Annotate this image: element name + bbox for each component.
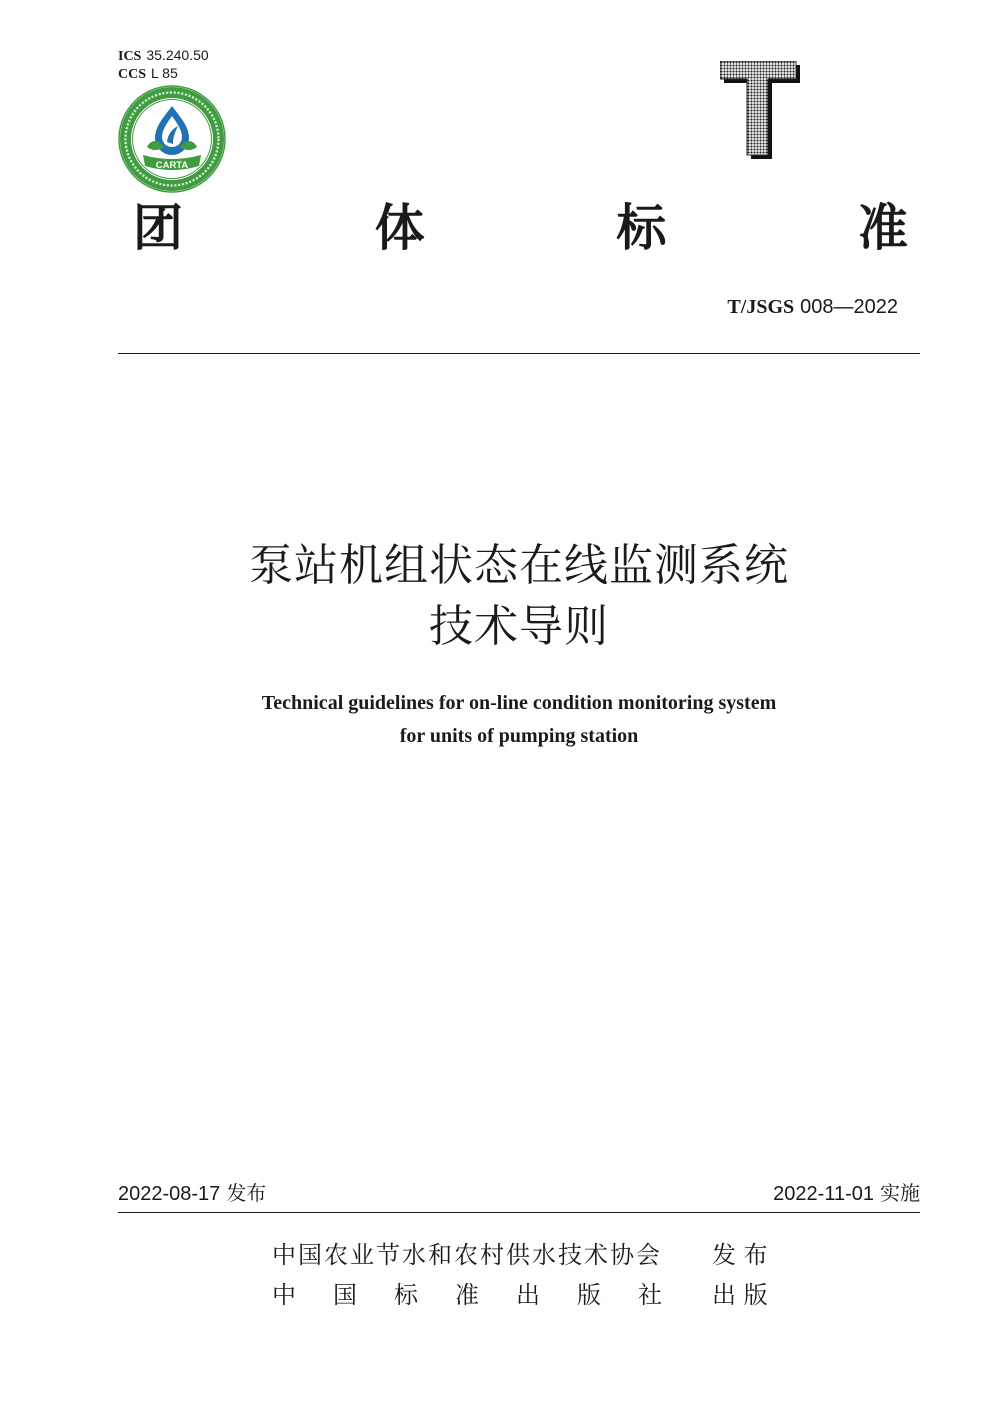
issue-date: 2022-08-17 bbox=[118, 1183, 221, 1205]
standard-number-value: 008—2022 bbox=[800, 296, 898, 318]
issue-date-line bbox=[118, 1182, 266, 1205]
ccs-code: L 85 bbox=[151, 65, 178, 81]
title-en-line-1: Technical guidelines for on-line condition monitoring system bbox=[261, 692, 777, 714]
publisher-association-name: 中国农业节水和农村供水技术协会 bbox=[272, 1241, 662, 1269]
ccs-label: CCS bbox=[118, 67, 147, 82]
ics-code: 35.240.50 bbox=[146, 47, 209, 63]
header-divider bbox=[118, 353, 920, 354]
ccs-code-line bbox=[118, 65, 178, 83]
title-zh-line-2: 技术导则 bbox=[429, 601, 609, 652]
effective-label: 实施 bbox=[880, 1181, 920, 1205]
t-mark-face bbox=[720, 61, 796, 155]
title-en-line-2: for units of pumping station bbox=[399, 725, 639, 747]
issue-label: 发布 bbox=[226, 1181, 267, 1205]
logo-text: CARTA bbox=[155, 160, 189, 171]
title-zh-line-1: 泵站机组状态在线监测系统 bbox=[249, 540, 789, 591]
ics-label: ICS bbox=[118, 49, 142, 64]
footer-divider bbox=[118, 1212, 920, 1213]
carta-logo bbox=[117, 84, 227, 194]
standard-number-prefix: T/JSGS bbox=[727, 296, 795, 318]
publisher-association-role: 发 布 bbox=[712, 1241, 768, 1269]
publisher-press-name: 中 国 标 准 出 版 社 bbox=[272, 1281, 662, 1309]
standard-category-heading: 团 体 标 准 bbox=[133, 199, 908, 257]
ics-code-line bbox=[118, 47, 209, 65]
effective-date-line bbox=[620, 1182, 920, 1205]
effective-date: 2022-11-01 bbox=[773, 1183, 874, 1205]
standard-number bbox=[560, 295, 898, 318]
publisher-press-role: 出 版 bbox=[712, 1281, 768, 1309]
t-mark-icon bbox=[720, 61, 804, 163]
